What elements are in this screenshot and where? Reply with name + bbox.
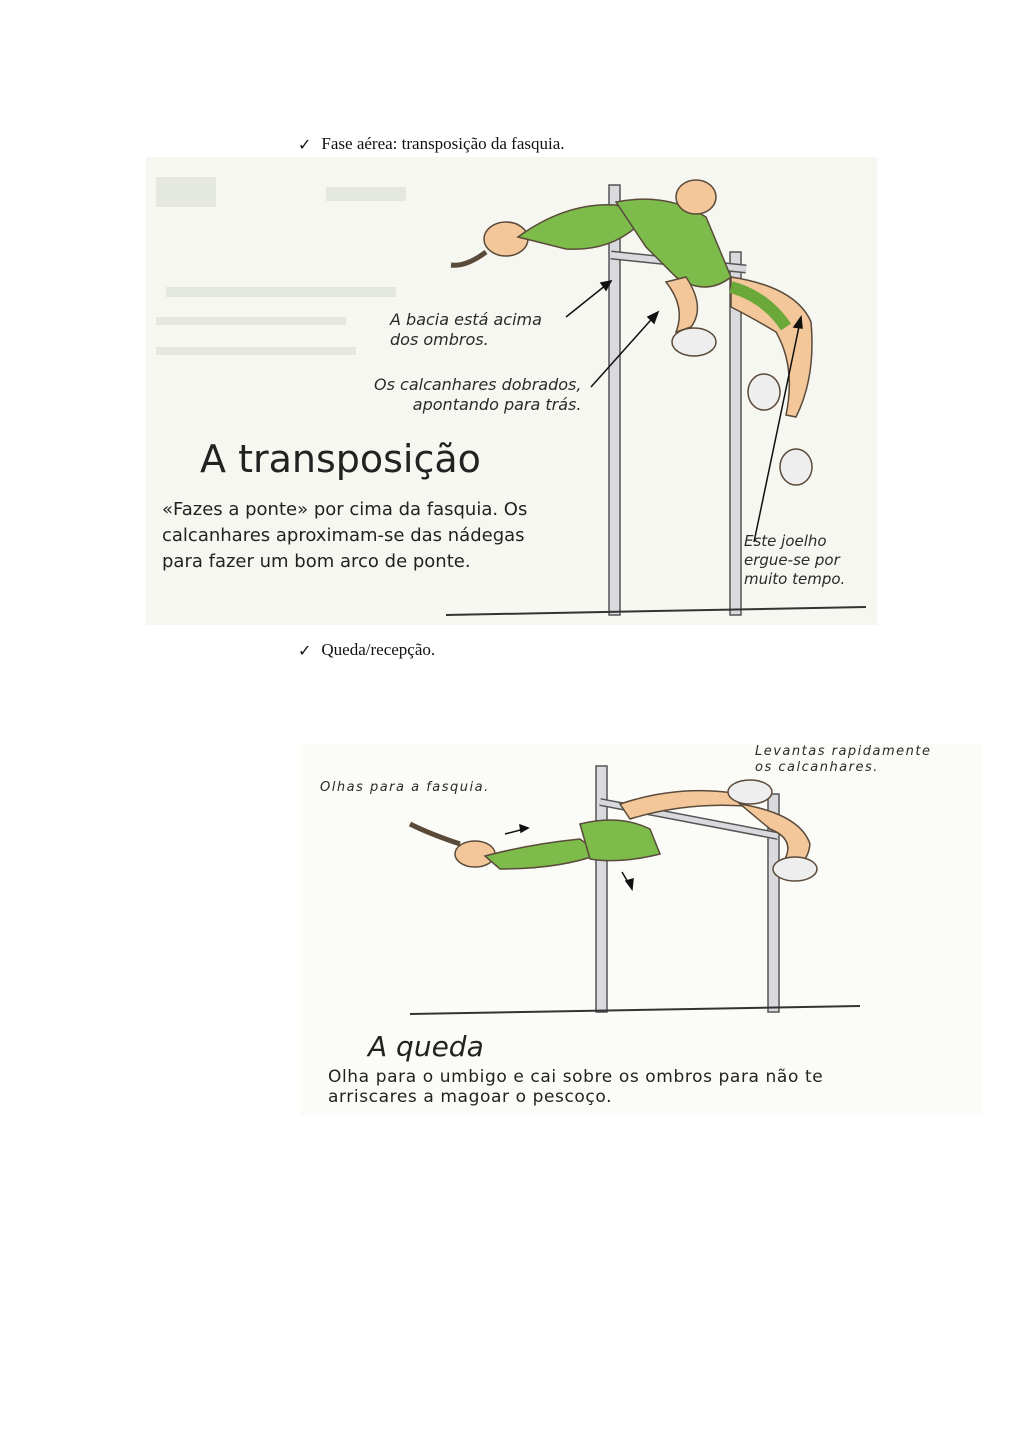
title-landing: A queda — [368, 1030, 484, 1063]
body-transposition: «Fazes a ponte» por cima da fasquia. Os calcanhares aproximam-se das nádegas para fazer um bom arco de ponte. — [162, 499, 528, 573]
note-heels: Os calcanhares dobrados, apontando para trás. — [374, 375, 582, 414]
checkmark-icon: ✓ — [298, 134, 312, 154]
bullet-aerial-phase — [298, 134, 565, 154]
bullet-landing — [298, 640, 435, 660]
bullet-landing-text: Queda/recepção. — [321, 640, 436, 659]
illustration-landing — [300, 744, 982, 1115]
checkmark-icon: ✓ — [298, 640, 312, 660]
title-transposition: A transposição — [200, 437, 481, 481]
note-look-at-bar: Olhas para a fasquia. — [320, 780, 490, 795]
note-pelvis: A bacia está acima dos ombros. — [390, 310, 542, 349]
bullet-aerial-phase-text: Fase aérea: transposição da fasquia. — [321, 134, 565, 153]
body-landing: Olha para o umbigo e cai sobre os ombros para não te arriscares a magoar o pescoço. — [328, 1067, 824, 1108]
illustration-transposition — [146, 157, 877, 625]
note-raise-heels: Levantas rapidamente os calcanhares. — [755, 744, 932, 776]
note-knee: Este joelho ergue-se por muito tempo. — [744, 532, 846, 588]
